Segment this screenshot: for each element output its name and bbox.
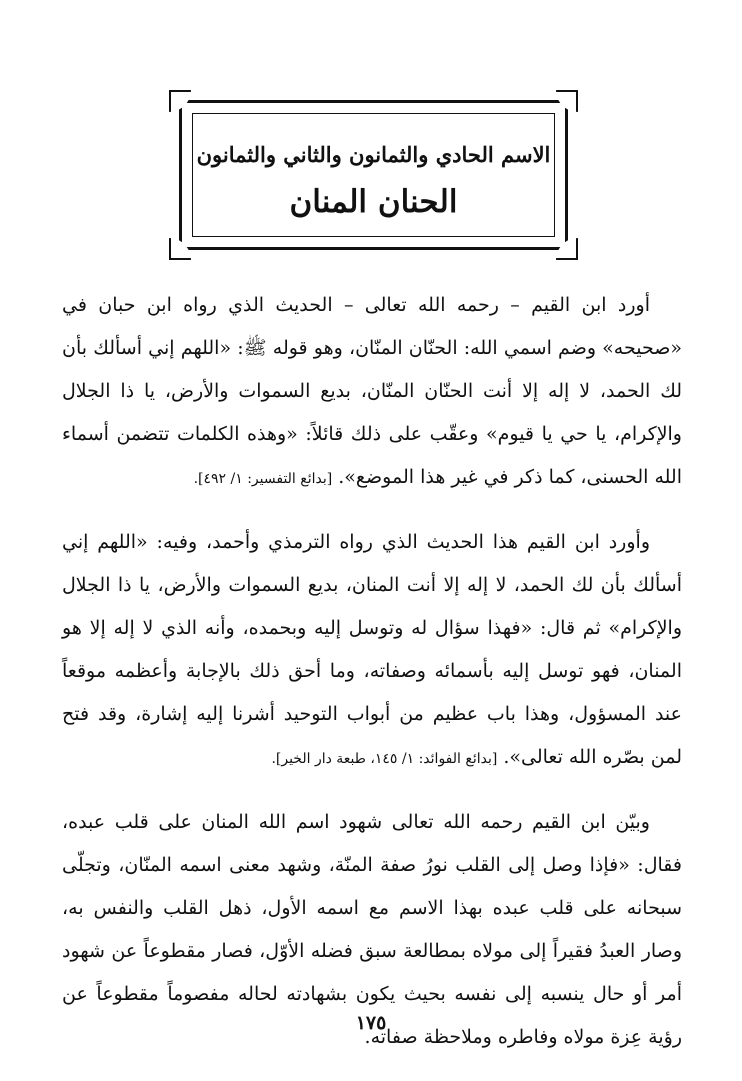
frame-corner-ornament: [169, 238, 191, 260]
title-frame-inner: [192, 113, 555, 237]
chapter-title: الحنان المنان: [289, 184, 458, 220]
paragraph: [62, 284, 682, 501]
body-text: [62, 284, 682, 1081]
frame-corner-ornament: [556, 238, 578, 260]
paragraph-text: وأورد ابن القيم هذا الحديث الذي رواه الترمذي وأحمد، وفيه: «اللهم إني أسألك بأن لك الحمد، لا إله إلا أنت المنان، بديع السموات والأرض، يا ذا الجلال والإكرام» ثم قال: «فهذا سؤال له وتوسل إليه وبحمده، وأنه الذي لا إله إلا هو المنان، فهو توسل إليه بأسمائه وصفاته، وما أحق ذلك بالإجابة وأعظمه موقعاً عند المسؤول، وهذا باب عظيم من أبواب التوحيد أشرنا إليه إشارة، وقد فتح لمن بصّره الله تعالى».: [62, 531, 682, 768]
paragraph-text: أورد ابن القيم – رحمه الله تعالى – الحديث الذي رواه ابن حبان في «صحيحه» وضم اسمي الله: الحنّان المنّان، وهو قوله ﷺ: «اللهم إني أسألك بأن لك الحمد، لا إله إلا أنت الحنّان المنّان، بديع السموات والأرض، يا ذا الجلال والإكرام، يا حي يا قيوم» وعقّب على ذلك قائلاً: «وهذه الكلمات تتضمن أسماء الله الحسنى، كما ذكر في غير هذا الموضع».: [62, 294, 682, 488]
page-number: ١٧٥: [355, 1012, 387, 1034]
citation: [بدائع الفوائد: ١/ ١٤٥، طبعة دار الخير].: [271, 751, 498, 767]
frame-corner-ornament: [556, 90, 578, 112]
title-frame: [179, 100, 568, 250]
frame-corner-ornament: [169, 90, 191, 112]
paragraph: [62, 521, 682, 781]
chapter-subtitle: الاسم الحادي والثمانون والثاني والثمانون: [196, 142, 551, 167]
paragraph-text: وبيّن ابن القيم رحمه الله تعالى شهود اسم الله المنان على قلب عبده، فقال: «فإذا وصل إلى القلب نورُ صفة المنّة، وشهد معنى اسمه المنّان، وتجلّى سبحانه على قلب عبده بهذا الاسم مع اسمه الأول، ذهل القلب والنفس به، وصار العبدُ فقيراً إلى مولاه بمطالعة سبق فضله الأوّل، فصار مقطوعاً عن شهود أمر أو حال ينسبه إلى نفسه بحيث يكون بشهادته لحاله مفصوماً مقطوعاً عن رؤية عِزة مولاه وفاطره وملاحظة صفاته.: [62, 811, 682, 1048]
citation: [بدائع التفسير: ١/ ٤٩٢].: [193, 471, 333, 487]
